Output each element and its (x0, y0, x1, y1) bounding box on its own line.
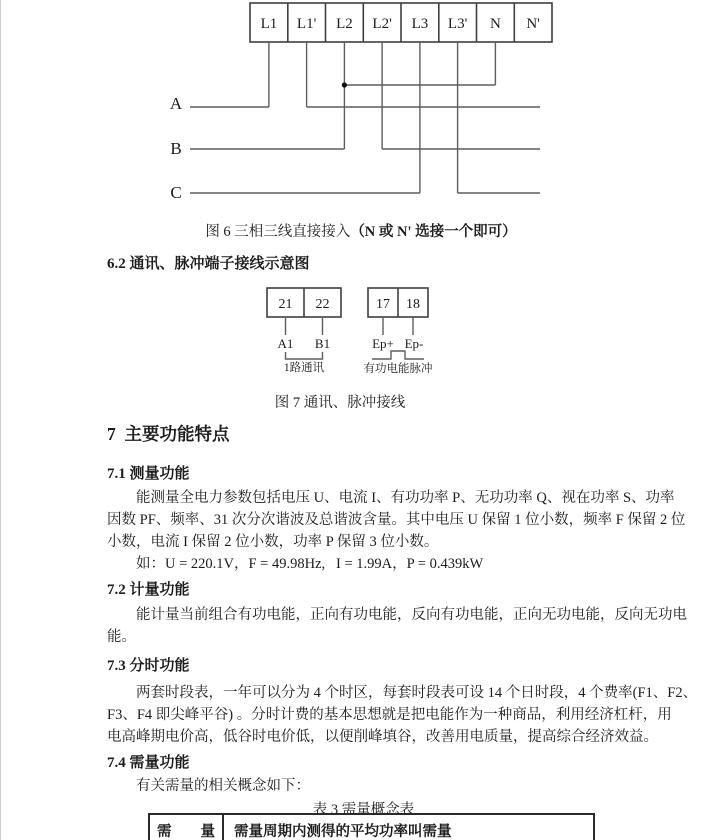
wire-phase-c-out (458, 42, 540, 193)
wire-phase-a-in (190, 42, 269, 107)
figure7-caption (107, 391, 573, 412)
figure7-caption-text: 图 7 通讯、脉冲接线 (274, 395, 406, 411)
comm-group-label: 1路通讯 (283, 362, 325, 374)
pulse-group-label: 有功电能脉冲 (363, 363, 433, 375)
section-7-2-paragraph (107, 604, 687, 648)
wire-phase-a-out (307, 42, 540, 107)
phase-label-b: B (170, 139, 182, 158)
paragraph-line: F3、F4 即尖峰平谷) 。分时计费的基本思想就是把电能作为一种商品，利用经济杠杆，用 (107, 707, 672, 723)
figure6-wiring-diagram (0, 0, 722, 216)
table-cell-term: 需 量 (150, 815, 224, 840)
paragraph-line: 小数，电流 I 保留 2 位小数，功率 P 保留 3 位小数。 (107, 534, 439, 550)
paragraph-line: 能。 (107, 629, 136, 645)
paragraph-line: 有关需量的相关概念如下： (136, 778, 310, 794)
wire-phase-c-in (190, 42, 420, 193)
paragraph-line: 如：U = 220.1V，F = 49.98Hz, I = 1.99A，P = 0.439kW (136, 556, 484, 572)
junction-dot (342, 82, 347, 87)
section-7-heading: 7 主要功能特点 (107, 424, 230, 444)
terminal-label: L2 (336, 16, 353, 32)
terminal-label: N (489, 16, 501, 32)
table-cell-definition: 需量周期内测得的平均功率叫需量 (234, 824, 452, 840)
paragraph-line: 因数 PF、频率、31 次分次谐波及总谐波含量。其中电压 U 保留 1 位小数，频率 F 保留 2 位 (107, 512, 686, 528)
table3-caption-text: 表 3 需量概念表 (312, 802, 415, 818)
section-6-2-heading: 6.2 通讯、脉冲端子接线示意图 (107, 256, 310, 272)
section-7-4-intro (107, 775, 310, 797)
pin-label-b1: B1 (314, 336, 331, 351)
paragraph-line: 能测量全电力参数包括电压 U、电流 I、有功功率 P、无功功率 Q、视在功率 S、功率 (136, 490, 675, 506)
section-7-3-heading: 7.3 分时功能 (107, 658, 190, 674)
comm-bracket (286, 352, 323, 359)
section-7-1-paragraph (107, 487, 685, 575)
figure6-caption-note: （N 或 N' 选接一个即可） (350, 224, 517, 240)
wire-phase-b-out (382, 42, 540, 149)
pin-label-a1: A1 (277, 336, 294, 351)
pin-label-ep-minus: Ep- (404, 336, 424, 351)
phase-label-a: A (169, 94, 183, 113)
section-7-1-heading: 7.1 测量功能 (107, 466, 190, 482)
paragraph-line: 两套时段表，一年可以分为 4 个时区，每套时段表可设 14 个日时段，4 个费率(F1、F2、 (136, 685, 698, 701)
section-7-3-paragraph (107, 682, 697, 748)
terminal-label: 17 (376, 297, 390, 312)
terminal-label: L3 (411, 16, 429, 32)
section-7-4-heading: 7.4 需量功能 (107, 755, 190, 771)
terminal-label: L1' (296, 16, 317, 32)
pin-label-ep-plus: Ep+ (372, 336, 394, 351)
figure6-caption-text: 图 6 三相三线直接接入 (205, 224, 351, 240)
table3-demand-concepts (148, 813, 595, 840)
terminal-label: 21 (278, 297, 293, 312)
paragraph-line: 能计量当前组合有功电能，正向有功电能，反向有功电能，正向无功电能，反向无功电 (136, 607, 687, 623)
terminal-label: L2' (372, 16, 392, 32)
terminal-label: N' (526, 16, 540, 32)
terminal-label: L1 (260, 16, 278, 32)
paragraph-line: 电高峰期电价高，低谷时电价低，以便削峰填谷，改善用电质量，提高综合经济效益。 (107, 729, 658, 745)
terminal-label: 18 (406, 297, 420, 312)
wire-phase-b-in (190, 42, 344, 149)
terminal-label: L3' (447, 16, 468, 32)
section-7-2-heading: 7.2 计量功能 (107, 582, 190, 598)
figure7-terminal-diagram (0, 283, 722, 383)
terminal-label: 22 (315, 297, 330, 312)
figure6-caption (0, 220, 722, 241)
phase-label-c: C (170, 183, 182, 202)
pulse-waveform-icon (372, 351, 424, 359)
